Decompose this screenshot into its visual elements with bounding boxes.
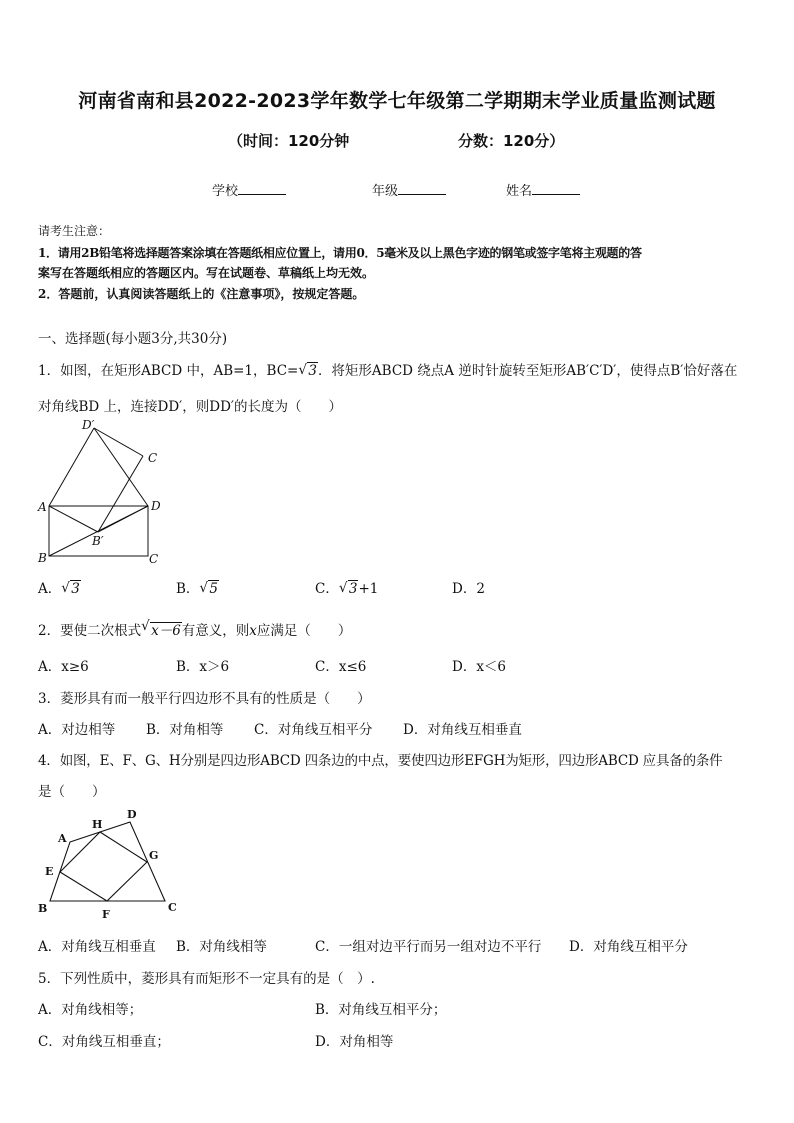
q4-option-a[interactable]: A．对角线互相垂直: [38, 939, 156, 955]
label-d: D: [127, 808, 137, 821]
notice-line-1: 1．请用2B铅笔将选择题答案涂填在答题纸相应位置上，请用0．5毫米及以上黑色字迹的钢笔或签字笔将主观题的答: [38, 246, 642, 260]
sqrt-3-radical: [61, 581, 81, 597]
q1-option-b[interactable]: [176, 577, 219, 597]
q1-radicand: 3: [308, 363, 317, 379]
q5-option-b[interactable]: B．对角线互相平分；: [315, 1002, 447, 1018]
quadrilateral-abcd: [50, 822, 165, 901]
notice-heading: 请考生注意：: [38, 224, 111, 238]
q1-option-c-prefix: C．: [315, 581, 339, 597]
q1-option-c-radicand: 3: [348, 581, 358, 597]
section-heading: 一、选择题(每小题3分,共30分): [38, 331, 228, 347]
q2-variable: x: [249, 623, 257, 639]
sqrt-x-minus-6-radical: [141, 619, 182, 639]
quadrilateral-efgh: [60, 832, 147, 901]
question-4-line-1: 4．如图，E、F、G、H分别是四边形ABCD 四条边的中点，要使四边形EFGH为矩形，四边形ABCD 应具备的条件: [38, 753, 723, 769]
q4-option-b[interactable]: B．对角线相等: [176, 939, 267, 955]
segment-ad-prime: [49, 428, 94, 506]
q2-text-a: 2．要使二次根式: [38, 623, 142, 639]
label-a: A: [58, 832, 67, 845]
sqrt-3-radical: [298, 363, 318, 379]
page-title: 河南省南和县2022-2023学年数学七年级第二学期期末学业质量监测试题: [78, 90, 716, 112]
q1-text-b: ．将矩形ABCD 绕点A 逆时针旋转至矩形AB′C′D′，使得点B′恰好落在: [317, 363, 738, 379]
label-c: C: [149, 552, 159, 566]
q5-option-a[interactable]: A．对角线相等；: [38, 1002, 143, 1018]
q2-option-b[interactable]: B．x＞6: [176, 659, 230, 675]
q5-option-c[interactable]: C．对角线互相垂直；: [38, 1034, 170, 1050]
q1-rectangle-figure: [30, 414, 170, 568]
q1-option-a-radicand: 3: [71, 581, 80, 597]
q1-option-d[interactable]: D．2: [452, 581, 485, 597]
notice-line-1b: 案写在答题纸相应的答题区内。写在试题卷、草稿纸上均无效。: [38, 266, 375, 280]
q4-quadrilateral-figure: [30, 806, 190, 922]
q3-option-c[interactable]: C．对角线互相平分: [254, 722, 373, 738]
question-3: 3．菱形具有而一般平行四边形不具有的性质是（ ）: [38, 691, 371, 707]
name-blank[interactable]: [532, 182, 580, 195]
q4-option-d[interactable]: D．对角线互相平分: [569, 939, 688, 955]
q2-option-c[interactable]: C．x≤6: [315, 659, 367, 675]
grade-field[interactable]: [372, 180, 446, 199]
label-b-prime: B′: [92, 534, 104, 548]
question-1-line-1: [38, 359, 737, 379]
q3-option-d[interactable]: D．对角线互相垂直: [403, 722, 522, 738]
school-blank[interactable]: [238, 182, 286, 195]
label-g: G: [149, 849, 159, 862]
label-a: A: [38, 500, 47, 514]
school-field[interactable]: [212, 180, 286, 199]
q2-text-c: 应满足（ ）: [256, 623, 352, 639]
q1-text-a: 1．如图，在矩形ABCD 中，AB=1，BC=: [38, 363, 299, 379]
q1-option-b-radicand: 5: [209, 581, 219, 597]
q2-option-d[interactable]: D．x＜6: [452, 659, 507, 675]
name-label: 姓名: [506, 184, 533, 199]
label-h: H: [92, 818, 103, 831]
question-1-line-2: 对角线BD 上，连接DD′，则DD′的长度为（ ）: [38, 399, 342, 415]
sqrt-3-radical: [339, 581, 359, 597]
exam-time: （时间：120分钟: [228, 132, 350, 150]
notice-line-2: 2．答题前，认真阅读答题纸上的《注意事项》，按规定答题。: [38, 287, 365, 301]
q1-option-c[interactable]: [315, 577, 378, 597]
grade-label: 年级: [372, 184, 399, 199]
q1-option-a-prefix: A．: [38, 581, 62, 597]
q3-option-a[interactable]: A．对边相等: [38, 722, 116, 738]
label-c: C: [168, 901, 177, 914]
segment-ab-prime: [49, 506, 98, 532]
school-label: 学校: [212, 184, 239, 199]
label-d-prime: D′: [82, 418, 95, 432]
label-f: F: [102, 908, 110, 921]
label-c-prime: C: [148, 451, 158, 465]
q1-option-c-suffix: +1: [358, 581, 379, 597]
q2-text-b: 有意义，则: [181, 623, 250, 639]
segment-d-prime-c-prime: [94, 428, 143, 456]
label-b: B: [38, 551, 47, 565]
q2-option-a[interactable]: A．x≥6: [38, 659, 89, 675]
label-d: D: [151, 499, 161, 513]
question-5: 5．下列性质中，菱形具有而矩形不一定具有的是（ ）.: [38, 971, 375, 987]
question-4-line-2: 是（ ）: [38, 784, 106, 800]
label-e: E: [45, 865, 54, 878]
grade-blank[interactable]: [398, 182, 446, 195]
q4-option-c[interactable]: C．一组对边平行而另一组对边不平行: [315, 939, 542, 955]
label-b: B: [38, 902, 48, 915]
name-field[interactable]: [506, 180, 580, 199]
segment-dd-prime: [94, 428, 148, 506]
q1-option-a[interactable]: [38, 577, 81, 597]
q1-option-b-prefix: B．: [176, 581, 200, 597]
sqrt-5-radical: [199, 581, 219, 597]
q5-option-d[interactable]: D．对角相等: [315, 1034, 394, 1050]
q3-option-b[interactable]: B．对角相等: [146, 722, 224, 738]
q2-radicand: x－6: [151, 623, 181, 639]
exam-score: 分数：120分）: [458, 132, 565, 150]
question-2: [38, 619, 351, 639]
